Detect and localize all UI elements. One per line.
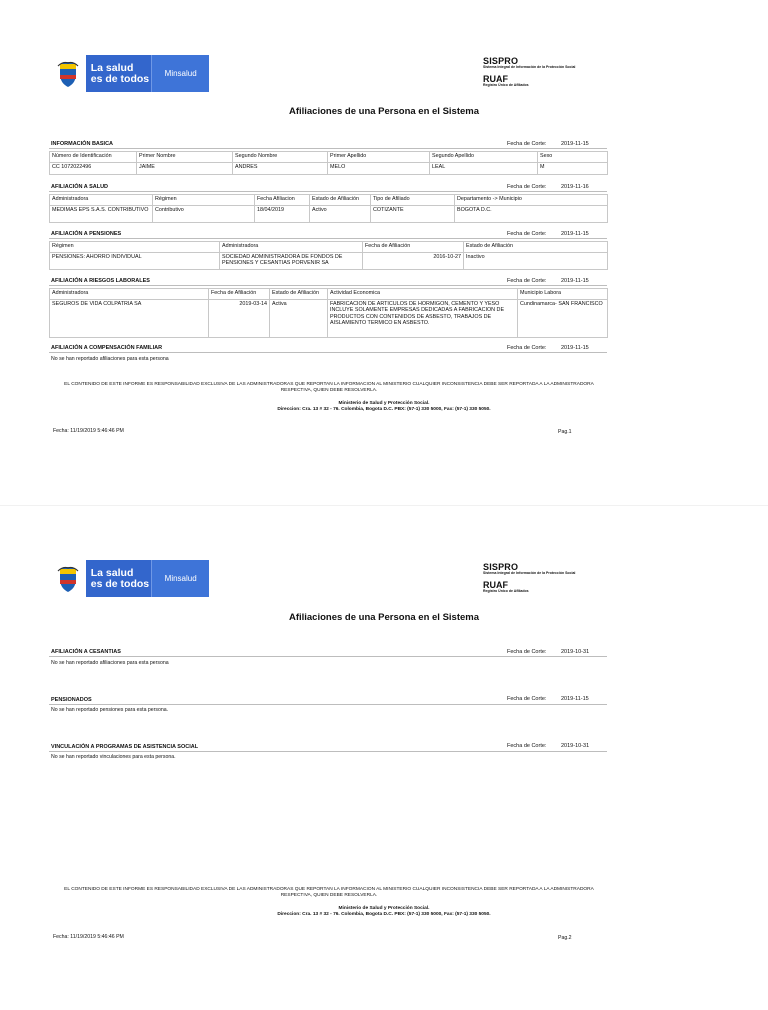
table-cell: SEGUROS DE VIDA COLPATRIA SA: [50, 300, 209, 338]
report-page-2: [0, 506, 768, 1010]
table-cell: CC 1072022496: [50, 163, 137, 175]
table-header-cell: Estado de Afiliación: [270, 289, 328, 300]
brand-line-2: es de todos: [90, 72, 150, 85]
minsalud-label: Minsalud: [151, 560, 209, 597]
table-cell: M: [538, 163, 608, 175]
sispro-title: SISPRO: [483, 562, 519, 572]
ministry-name: Ministerio de Salud y Protección Social.: [338, 906, 430, 911]
corte-label: Fecha de Corte:: [507, 184, 547, 190]
table-header-cell: Departamento -> Municipio: [455, 195, 608, 206]
no-records-note: No se han reportado vinculaciones para esta persona.: [51, 754, 176, 760]
table-header-cell: Sexo: [538, 152, 608, 163]
table-cell: Activo: [310, 206, 371, 223]
corte-label: Fecha de Corte:: [507, 231, 547, 237]
disclaimer: EL CONTENIDO DE ESTE INFORME ES RESPONSABILIDAD EXCLUSIVA DE LAS ADMINISTRADORAS QUE REPORTAN LA INFORMACION AL MINISTERIO CUALQUIER INCONSISTENCIA DEBE SER REPORTADA A LA ADMINISTRADORA RESPECTIVA, QUIEN DEBE RESOLVERLA.: [64, 382, 594, 393]
no-records-note: No se han reportado pensiones para esta persona.: [51, 707, 169, 713]
corte-date: 2019-11-15: [561, 141, 589, 147]
table-cell: COTIZANTE: [371, 206, 455, 223]
sispro-subtitle: Sistema Integral de Información de la Protección Social: [483, 65, 576, 69]
riesgos-table: [49, 288, 608, 338]
table-cell: SOCIEDAD ADMINISTRADORA DE FONDOS DE PENSIONES Y CESANTIAS PORVENIR SA: [220, 253, 363, 270]
table-header-cell: Segundo Nombre: [233, 152, 328, 163]
section-divider: [49, 352, 607, 353]
sispro-subtitle: Sistema Integral de Información de la Protección Social: [483, 571, 576, 575]
table-cell: Cundinamarca- SAN FRANCISCO: [518, 300, 608, 338]
table-cell: 2016-10-27: [363, 253, 464, 270]
minsalud-label: Minsalud: [151, 55, 209, 92]
corte-date: 2019-10-31: [561, 743, 590, 749]
salud-de-todos-label: [86, 55, 152, 92]
table-cell: JAIME: [137, 163, 233, 175]
section-familiar-header: AFILIACIÓN A COMPENSACIÓN FAMILIAR: [51, 345, 163, 351]
disclaimer: EL CONTENIDO DE ESTE INFORME ES RESPONSABILIDAD EXCLUSIVA DE LAS ADMINISTRADORAS QUE REPORTAN LA INFORMACION AL MINISTERIO CUALQUIER INCONSISTENCIA DEBE SER REPORTADA A LA ADMINISTRADORA RESPECTIVA, QUIEN DEBE RESOLVERLA.: [64, 887, 594, 898]
corte-date: 2019-11-15: [561, 278, 589, 284]
table-header-cell: Primer Apellido: [328, 152, 430, 163]
table-cell: Contributivo: [153, 206, 255, 223]
corte-date: 2019-10-31: [561, 649, 590, 655]
section-divider: [49, 191, 607, 192]
corte-label: Fecha de Corte:: [507, 649, 547, 655]
corte-label: Fecha de Corte:: [507, 345, 547, 351]
colombia-coat-of-arms-icon: [51, 560, 86, 597]
corte-date: 2019-11-16: [561, 184, 589, 190]
table-cell: 18/04/2019: [255, 206, 310, 223]
basic-info-table: [49, 151, 608, 175]
table-cell: MEDIMAS EPS S.A.S. CONTRIBUTIVO: [50, 206, 153, 223]
section-divider: [49, 751, 607, 752]
table-header-cell: Tipo de Afiliado: [371, 195, 455, 206]
ruaf-title: RUAF: [483, 580, 508, 590]
table-header-cell: Fecha de Afiliación: [363, 242, 464, 253]
ministry-name: Ministerio de Salud y Protección Social.: [338, 401, 430, 406]
table-header-cell: Actividad Economica: [328, 289, 518, 300]
corte-date: 2019-11-15: [561, 231, 589, 237]
table-header-cell: Fecha Afiliacion: [255, 195, 310, 206]
page-number: Pag.2: [558, 935, 572, 941]
no-records-note: No se han reportado afiliaciones para esta persona: [51, 356, 169, 362]
table-header-cell: Administradora: [50, 289, 209, 300]
corte-date: 2019-11-15: [561, 345, 589, 351]
table-header-cell: Fecha de Afiliación: [209, 289, 270, 300]
colombia-coat-of-arms-icon: [51, 55, 86, 92]
section-basic-header: INFORMACIÓN BASICA: [51, 141, 114, 147]
section-divider: [49, 148, 607, 149]
table-cell: MELO: [328, 163, 430, 175]
table-cell: 2019-03-14: [209, 300, 270, 338]
minsalud-logo: [51, 560, 209, 597]
section-riesgos-header: AFILIACIÓN A RIESGOS LABORALES: [51, 278, 150, 284]
section-divider: [49, 704, 607, 705]
table-cell: FABRICACION DE ARTICULOS DE HORMIGON, CEMENTO Y YESO INCLUYE SOLAMENTE EMPRESAS DEDICADAS A FABRICACION DE PRODUCTOS CON CONTENIDOS DE ASBESTO, TRABAJOS DE AISLAMIENTO TERMICO EN ASBESTO.: [328, 300, 518, 338]
table-header-cell: Estado de Afiliación: [310, 195, 371, 206]
table-header-cell: Régimen: [50, 242, 220, 253]
ministry-address: Direccion: Cra. 13 # 32 - 76. Colombia, Bogota D.C. PBX: (57-1) 330 5000, Fax: (57-1) 330 5050.: [277, 407, 491, 412]
section-pensiones-header: AFILIACIÓN A PENSIONES: [51, 231, 122, 237]
salud-table: [49, 194, 608, 223]
sispro-title: SISPRO: [483, 56, 519, 66]
table-header-cell: Primer Nombre: [137, 152, 233, 163]
section-salud-header: AFILIACIÓN A SALUD: [51, 184, 109, 190]
table-cell: ANDRES: [233, 163, 328, 175]
table-header-cell: Estado de Afiliación: [464, 242, 608, 253]
report-title: Afiliaciones de una Persona en el Sistema: [288, 106, 480, 117]
pensiones-table: [49, 241, 608, 270]
ruaf-subtitle: Registro Único de Afiliados: [483, 83, 529, 87]
minsalud-logo: [51, 55, 209, 92]
corte-label: Fecha de Corte:: [507, 141, 547, 147]
section-cesantias-header: AFILIACIÓN A CESANTIAS: [51, 649, 121, 655]
report-title: Afiliaciones de una Persona en el Sistema: [288, 612, 480, 623]
table-cell: LEAL: [430, 163, 538, 175]
ruaf-subtitle: Registro Único de Afiliados: [483, 589, 529, 593]
corte-label: Fecha de Corte:: [507, 743, 547, 749]
table-cell: Activa: [270, 300, 328, 338]
section-pensionados-header: PENSIONADOS: [51, 697, 92, 703]
ruaf-title: RUAF: [483, 74, 508, 84]
table-header-cell: Número de Identificación: [50, 152, 137, 163]
corte-date: 2019-11-15: [561, 696, 589, 702]
section-divider: [49, 656, 607, 657]
print-date: Fecha: 11/19/2019 5:46:46 PM: [53, 428, 124, 434]
table-cell: Inactivo: [464, 253, 608, 270]
corte-label: Fecha de Corte:: [507, 696, 547, 702]
print-date: Fecha: 11/19/2019 5:46:46 PM: [53, 934, 124, 940]
table-header-cell: Administradora: [50, 195, 153, 206]
section-divider: [49, 238, 607, 239]
section-divider: [49, 285, 607, 286]
brand-line-1: La salud: [90, 566, 134, 579]
brand-line-2: es de todos: [90, 577, 150, 590]
table-header-cell: Régimen: [153, 195, 255, 206]
section-social-header: VINCULACIÓN A PROGRAMAS DE ASISTENCIA SOCIAL: [51, 744, 199, 750]
brand-line-1: La salud: [90, 61, 134, 74]
corte-label: Fecha de Corte:: [507, 278, 547, 284]
salud-de-todos-label: [86, 560, 152, 597]
no-records-note: No se han reportado afiliaciones para esta persona: [51, 660, 169, 666]
table-header-cell: Municipio Labora: [518, 289, 608, 300]
table-cell: BOGOTA D.C.: [455, 206, 608, 223]
table-header-cell: Administradora: [220, 242, 363, 253]
page-number: Pag.1: [558, 429, 572, 435]
ministry-address: Direccion: Cra. 13 # 32 - 76. Colombia, Bogota D.C. PBX: (57-1) 330 5000, Fax: (57-1) 330 5050.: [277, 912, 491, 917]
table-header-cell: Segundo Apellido: [430, 152, 538, 163]
table-cell: PENSIONES: AHORRO INDIVIDUAL: [50, 253, 220, 270]
